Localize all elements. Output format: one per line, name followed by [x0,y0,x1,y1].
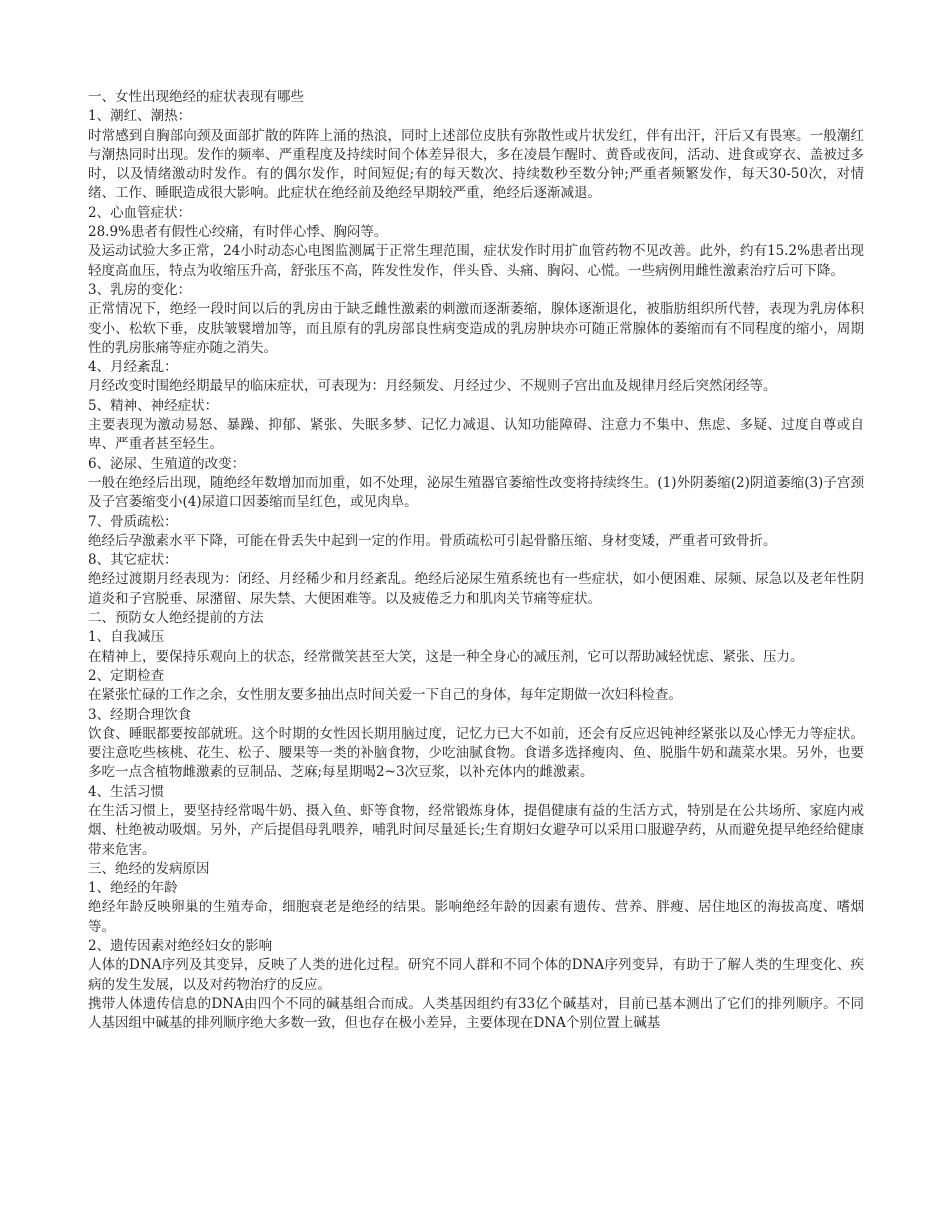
subheading: 4、月经紊乱： [88,359,178,376]
paragraph: 28.9%患者有假性心绞痛，有时伴心悸、胸闷等。 [88,224,388,241]
paragraph: 及运动试验大多正常，24小时动态心电图监测属于正常生理范围，症状发作时用扩血管药物不见改善。此外，约有15.2%患者出现轻度高血压，特点为收缩压升高，舒张压不高，阵发性发作，伴头昏、头痛、胸闷、心慌。一些病例用雌性激素治疗后可下降。 [88,243,864,279]
subheading: 3、乳房的变化： [88,281,192,298]
paragraph: 一般在绝经后出现，随绝经年数增加而加重，如不处理，泌尿生殖器官萎缩性改变将持续终生。(1)外阴萎缩(2)阴道萎缩(3)子宫颈及子宫萎缩变小(4)尿道口因萎缩而呈红色，或见肉阜。 [88,474,864,511]
document-body [88,88,864,1034]
subheading: 6、泌尿、生殖道的改变： [88,455,246,472]
paragraph: 携带人体遗传信息的DNA由四个不同的碱基组合而成。人类基因组约有33亿个碱基对，目前已基本测出了它们的排列顺序。不同人基因组中碱基的排列顺序绝大多数一致，但也存在极小差异，主要体现在DNA个别位置上碱基 [88,995,864,1032]
paragraph: 月经改变时围绝经期最早的临床症状，可表现为：月经频发、月经过少、不规则子宫出血及规律月经后突然闭经等。 [88,378,777,395]
subheading: 1、绝经的年龄 [88,880,178,897]
section-heading: 三、绝经的发病原因 [88,860,210,877]
subheading: 2、定期检查 [88,667,165,684]
paragraph: 绝经过渡期月经表现为：闭经、月经稀少和月经紊乱。绝经后泌尿生殖系统也有一些症状，如小便困难、尿频、尿急以及老年性阴道炎和子宫脱垂、尿潴留、尿失禁、大便困难等。以及疲倦乏力和肌肉关节痛等症状。 [88,571,864,607]
paragraph: 人体的DNA序列及其变异，反映了人类的进化过程。研究不同人群和不同个体的DNA序列变异，有助于了解人类的生理变化、疾病的发生发展，以及对药物治疗的反应。 [88,957,864,993]
paragraph: 绝经后孕激素水平下降，可能在骨丢失中起到一定的作用。骨质疏松可引起骨骼压缩、身材变矮，严重者可致骨折。 [88,532,777,549]
paragraph: 在生活习惯上，要坚持经常喝牛奶、摄入鱼、虾等食物，经常锻炼身体，提倡健康有益的生活方式，特别是在公共场所、家庭内戒烟、杜绝被动吸烟。另外，产后提倡母乳喂养，哺乳时间尽量延长;生育期妇女避孕可以采用口服避孕药，从而避免提早绝经给健康带来危害。 [88,802,864,858]
paragraph: 在紧张忙碌的工作之余，女性朋友要多抽出点时间关爱一下自己的身体，每年定期做一次妇科检查。 [88,687,682,704]
subheading: 8、其它症状： [88,552,178,569]
paragraph: 时常感到自胸部向颈及面部扩散的阵阵上涌的热浪，同时上述部位皮肤有弥散性或片状发红，伴有出汗，汗后又有畏寒。一般潮红与潮热同时出现。发作的频率、严重程度及持续时间个体差异很大，多在凌晨乍醒时、黄昏或夜间，活动、进食或穿衣、盖被过多时，以及情绪激动时发作。有的偶尔发作，时间短促;有的每天数次、持续数秒至数分钟;严重者频繁发作，每天30-50次，对情绪、工作、睡眠造成很大影响。此症状在绝经前及绝经早期较严重，绝经后逐渐减退。 [88,127,864,202]
paragraph: 主要表现为激动易怒、暴躁、抑郁、紧张、失眠多梦、记忆力减退、认知功能障碍、注意力不集中、焦虑、多疑、过度自尊或自卑、严重者甚至轻生。 [88,417,864,453]
subheading: 2、心血管症状： [88,204,192,221]
section-heading: 二、预防女人绝经提前的方法 [88,610,264,627]
subheading: 3、经期合理饮食 [88,706,192,723]
paragraph: 正常情况下，绝经一段时间以后的乳房由于缺乏雌性激素的刺激而逐渐萎缩，腺体逐渐退化，被脂肪组织所代替，表现为乳房体积变小、松软下垂，皮肤皱襞增加等，而且原有的乳房部良性病变造成的乳房肿块亦可随正常腺体的萎缩而有不同程度的缩小，周期性的乳房胀痛等症亦随之消失。 [88,301,864,356]
subheading: 1、自我减压 [88,629,165,646]
paragraph: 绝经年龄反映卵巢的生殖寿命，细胞衰老是绝经的结果。影响绝经年龄的因素有遗传、营养、胖瘦、居住地区的海拔高度、嗜烟等。 [88,899,864,935]
subheading: 1、潮红、潮热： [88,108,192,125]
paragraph: 饮食、睡眠都要按部就班。这个时期的女性因长期用脑过度，记忆力已大不如前，还会有反应迟钝神经紧张以及心悸无力等症状。要注意吃些核桃、花生、松子、腰果等一类的补脑食物，少吃油腻食物。食谱多选择瘦肉、鱼、脱脂牛奶和蔬菜水果。另外，也要多吃一点含植物雌激素的豆制品、芝麻;每星期喝2~3次豆浆，以补充体内的雌激素。 [88,725,864,781]
subheading: 4、生活习惯 [88,783,165,800]
section-heading: 一、女性出现绝经的症状表现有哪些 [88,89,304,105]
subheading: 5、精神、神经症状： [88,397,219,414]
subheading: 7、骨质疏松： [88,513,178,530]
paragraph: 在精神上，要保持乐观向上的状态，经常微笑甚至大笑，这是一种全身心的减压剂，它可以帮助减轻忧虑、紧张、压力。 [88,648,804,665]
subheading: 2、遗传因素对绝经妇女的影响 [88,938,273,955]
